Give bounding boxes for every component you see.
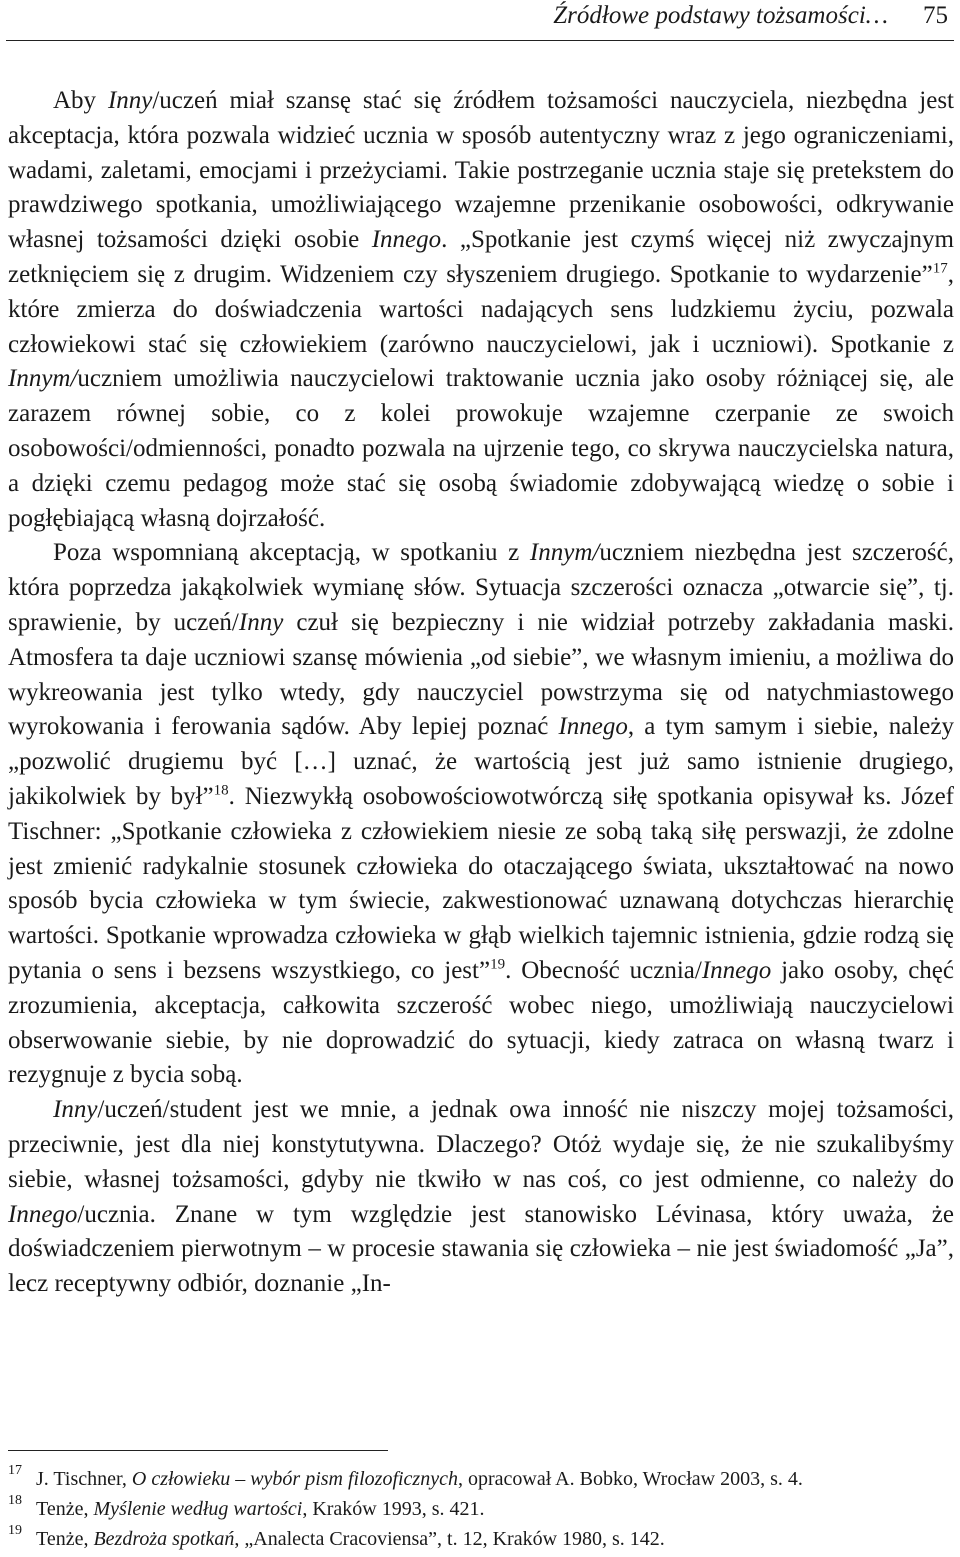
footnote-ref: 18	[213, 782, 229, 799]
text-run: Poza wspomnianą akceptacją, w spotkaniu z	[53, 539, 530, 567]
text-run: Tenże,	[36, 1528, 94, 1550]
italic-text: Innym/	[8, 365, 78, 393]
italic-text: Innego	[701, 956, 772, 984]
text-run: , „Analecta Cracoviensa”, t. 12, Kraków 1980, s. 142.	[234, 1528, 665, 1550]
paragraph	[8, 536, 954, 1093]
footnote	[8, 1464, 954, 1494]
text-run: uczniem niezbędna jest szczerość, która poprzedza jakąkolwiek wymianę słów. Sytuacja szczerości oznacza „otwarcie się”, tj. sprawienie, by uczeń/	[8, 539, 954, 636]
italic-text: Myślenie według wartości	[93, 1498, 303, 1520]
italic-text: Innym/	[529, 539, 600, 567]
italic-text: Innego	[8, 1200, 78, 1228]
text-run: . Niezwykłą osobowościowotwórczą siłę spotkania opisywał ks. Józef Tischner: „Spotkanie człowieka z człowiekiem niesie ze sobą taką siłę perswazji, że zdolne jest zmienić radykalnie stosunek człowieka do otaczającego świata, ukształtować na nowo sposób bycia człowieka w tym świecie, zakwestionować uznawaną dotychczas hierarchię wartości. Spotkanie wprowadza człowieka w głąb wielkich tajemnic istnienia, gdzie rodzą się pytania o sens i bezsens wszystkiego, co jest”	[8, 782, 954, 984]
footnote-number: 19	[8, 1523, 22, 1538]
italic-text: Inny	[107, 87, 153, 114]
text-run: /uczeń miał szansę stać się źródłem tożsamości nauczyciela, niezbędna jest akceptacja, która pozwala widzieć ucznia w sposób autentyczny wraz z jego ograniczeniami, wadami, zaletami, emocjami i przeżyciami. Takie postrzeganie ucznia staje się pretekstem do prawdziwego spotkania, umożliwiającego wzajemne przenikanie osobowości, odkrywanie własnej tożsamości dzięki osobie	[8, 87, 955, 254]
text-run: jako osoby, chęć zrozumienia, akceptacja, całkowita szczerość wobec niego, umożliwiają nauczycielowi obserwowanie siebie, by nie doprowadzić do sytuacji, kiedy zatraca on własną twarz i rezygnuje z bycia sobą.	[8, 956, 954, 1089]
text-run: , a tym samym i siebie, należy „pozwolić drugiemu być […] uznać, że wartością jest już samo istnienie drugiego, jakikolwiek by był”	[8, 713, 954, 810]
footnote-ref: 17	[932, 260, 948, 277]
text-run: uczniem umożliwia nauczycielowi traktowanie ucznia jako osoby różniącej się, ale zarazem równej sobie, co z kolei prowokuje wzajemne czerpanie ze swoich osobowości/odmienności, ponadto pozwala na ujrzenie tego, co skrywa nauczycielska natura, a dzięki czemu pedagog może stać się osobą świadomie zdobywającą wiedzę o sobie i pogłębiającą własną dojrzałość.	[8, 365, 954, 532]
footnote-ref: 19	[490, 956, 506, 973]
italic-text: Bezdroża spotkań	[93, 1528, 235, 1550]
footnote-number: 17	[8, 1463, 22, 1478]
running-header	[6, 0, 954, 41]
body-text	[8, 84, 954, 1302]
text-run: , które zmierza do doświadczenia wartości nadających sens ludzkiemu życiu, pozwala człowiekowi stać się człowiekiem (zarówno nauczycielowi, jak i uczniowi). Spotkanie z	[8, 260, 954, 358]
paragraph	[8, 1093, 954, 1302]
italic-text: Innego	[371, 226, 442, 254]
text-run: Tenże,	[36, 1498, 94, 1520]
italic-text: Inny	[238, 608, 284, 636]
text-run: , opracował A. Bobko, Wrocław 2003, s. 4.	[457, 1468, 803, 1490]
text-run: , Kraków 1993, s. 421.	[302, 1498, 485, 1520]
text-run: /ucznia. Znane w tym względzie jest stanowisko Lévinasa, który uważa, że doświadczeniem pierwotnym – w procesie stawania się człowieka – nie jest świadomość „Ja”, lecz receptywny odbiór, doznanie „In-	[8, 1200, 954, 1298]
footnote	[8, 1494, 954, 1524]
footnote-rule	[8, 1450, 388, 1451]
text-run: czuł się bezpieczny i nie widział potrzeby zakładania maski. Atmosfera ta daje uczniowi szansę mówienia „od siebie”, we własnym imieniu, a możliwa do wykreowania jest tylko wtedy, gdy nauczyciel powstrzyma się od natychmiastowego wyrokowania i ferowania sądów. Aby lepiej poznać	[8, 608, 954, 741]
footnote	[8, 1524, 954, 1554]
running-title: Źródłowe podstawy tożsamości…	[553, 2, 888, 29]
italic-text: Inny	[53, 1096, 98, 1124]
page-number: 75	[923, 2, 948, 29]
text-run: /uczeń/student jest we mnie, a jednak owa inność nie niszczy mojej tożsamości, przeciwnie, jest dla niej konstytutywna. Dlaczego? Otóż wydaje się, że nie szukalibyśmy siebie, własnej tożsamości, gdyby nie tkwiło w nas coś, co jest odmienne, co należy do	[8, 1096, 954, 1193]
paragraph	[8, 84, 954, 536]
footnote-number: 18	[8, 1493, 22, 1508]
text-run: . „Spotkanie jest czymś więcej niż zwyczajnym zetknięciem się z drugim. Widzeniem czy słyszeniem drugiego. Spotkanie to wydarzenie”	[8, 226, 954, 288]
text-run: J. Tischner,	[36, 1468, 132, 1490]
text-run: Aby	[53, 87, 108, 114]
text-run: . Obecność ucznia/	[505, 956, 702, 984]
italic-text: O człowieku – wybór pism filozoficznych	[131, 1468, 458, 1490]
italic-text: Innego	[558, 713, 628, 741]
footnotes	[8, 1464, 954, 1554]
